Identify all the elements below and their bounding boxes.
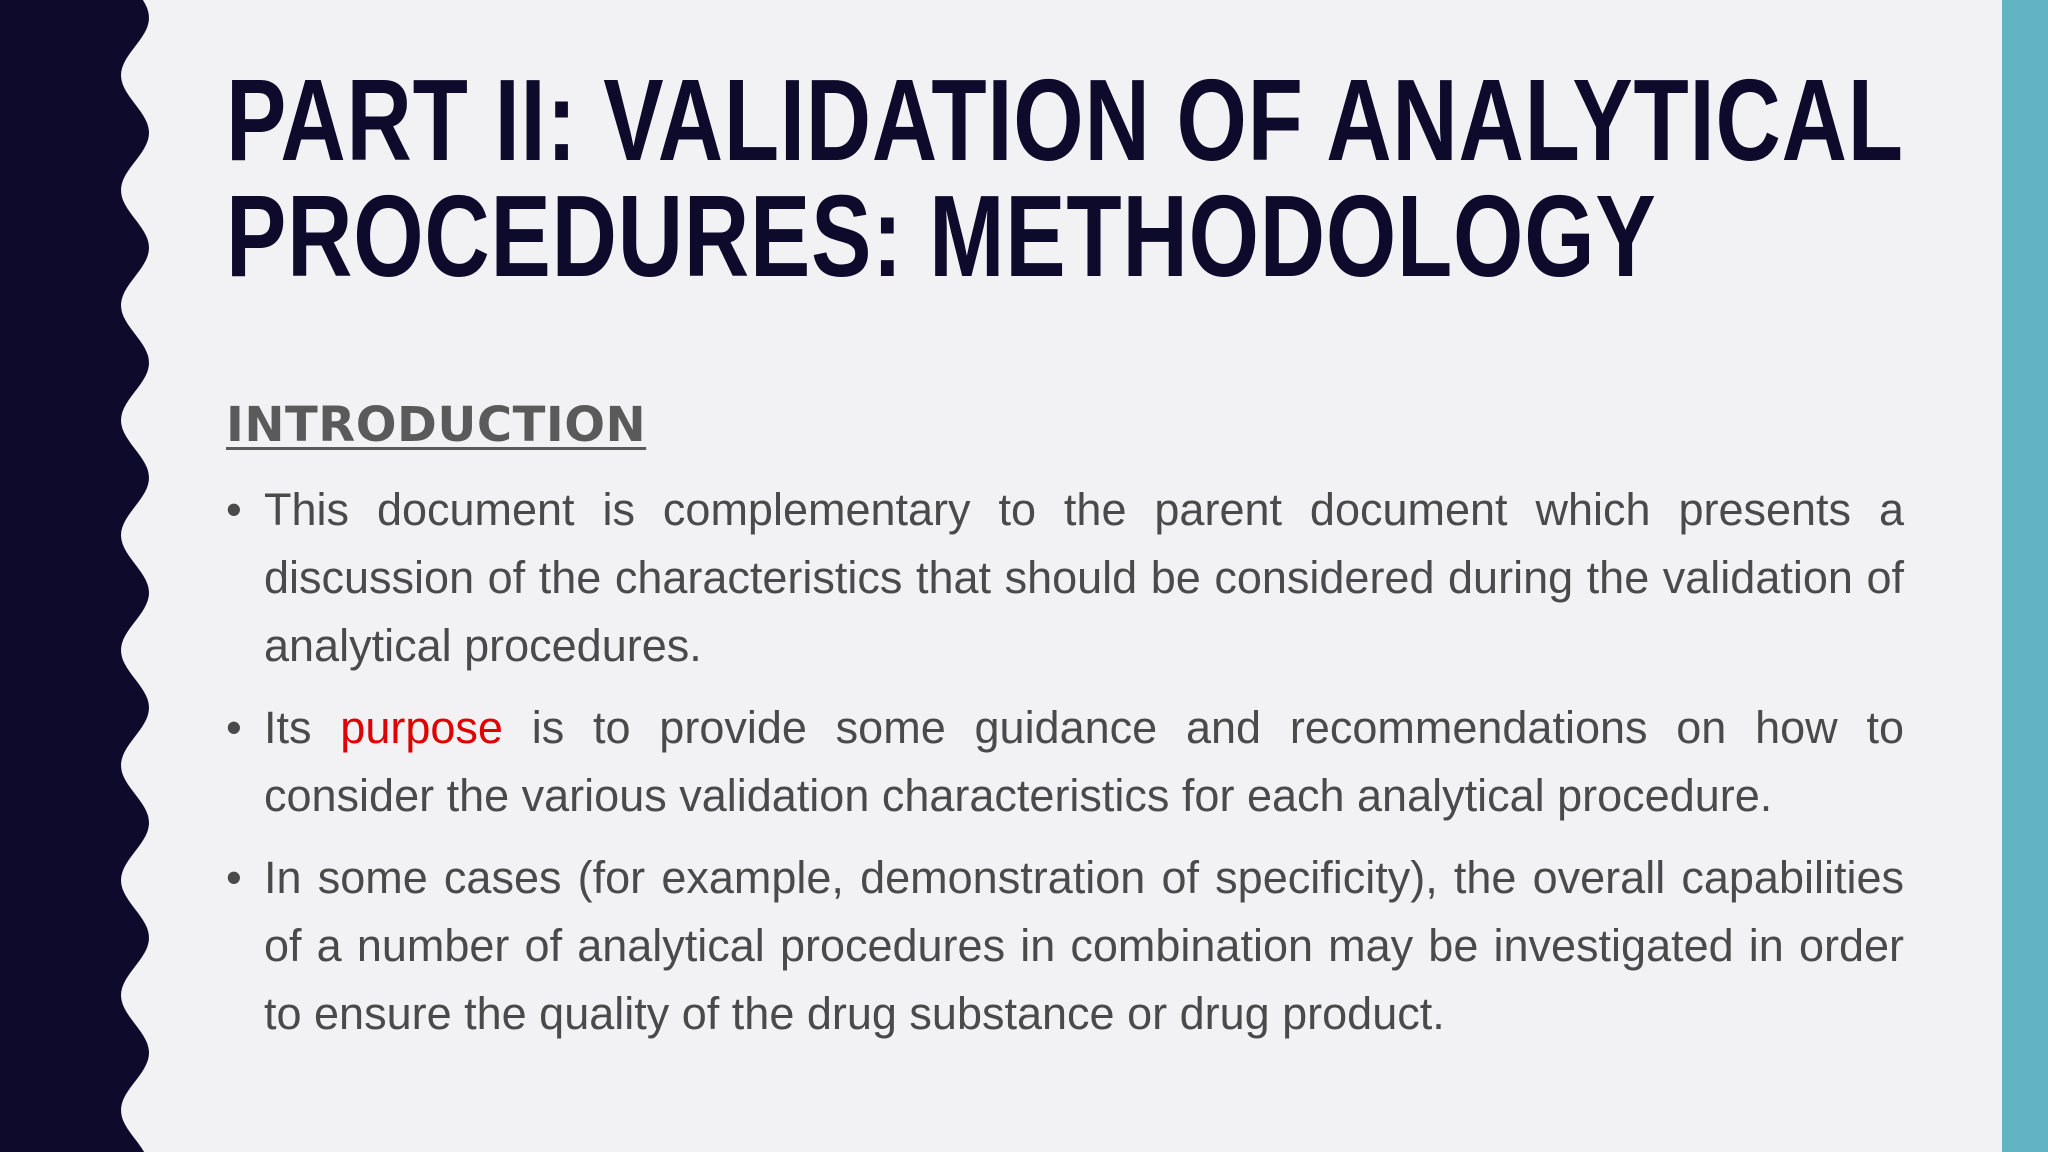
bullet-dot-icon: • (226, 484, 242, 535)
slide-title-line-1: PART II: VALIDATION OF ANALYTICAL (226, 55, 1904, 185)
bullet-text-after: is to provide some guidance and recommendations on how to consider the various validation characteristics for each analytical procedure. (264, 702, 1904, 821)
bullet-item (226, 694, 1904, 830)
bullet-dot-icon: • (226, 852, 242, 903)
bullet-item (226, 476, 1904, 680)
highlighted-word: purpose (340, 702, 503, 753)
bullet-item (226, 844, 1904, 1048)
bullet-text: In some cases (for example, demonstration of specificity), the overall capabilities of a number of analytical procedures in combination may be investigated in order to ensure the quality of the drug substance or drug product. (264, 852, 1904, 1039)
bullet-dot-icon: • (226, 702, 242, 753)
slide-title (226, 55, 1989, 301)
section-heading: INTRODUCTION (226, 397, 647, 453)
bullet-list (226, 476, 1904, 1062)
bullet-text-before: Its (264, 702, 341, 753)
wave-decoration (0, 0, 160, 1152)
bullet-text: This document is complementary to the parent document which presents a discussion of the characteristics that should be considered during the validation of analytical procedures. (264, 484, 1904, 671)
slide-title-line-2: PROCEDURES: METHODOLOGY (226, 171, 1657, 301)
accent-bar (2002, 0, 2048, 1152)
